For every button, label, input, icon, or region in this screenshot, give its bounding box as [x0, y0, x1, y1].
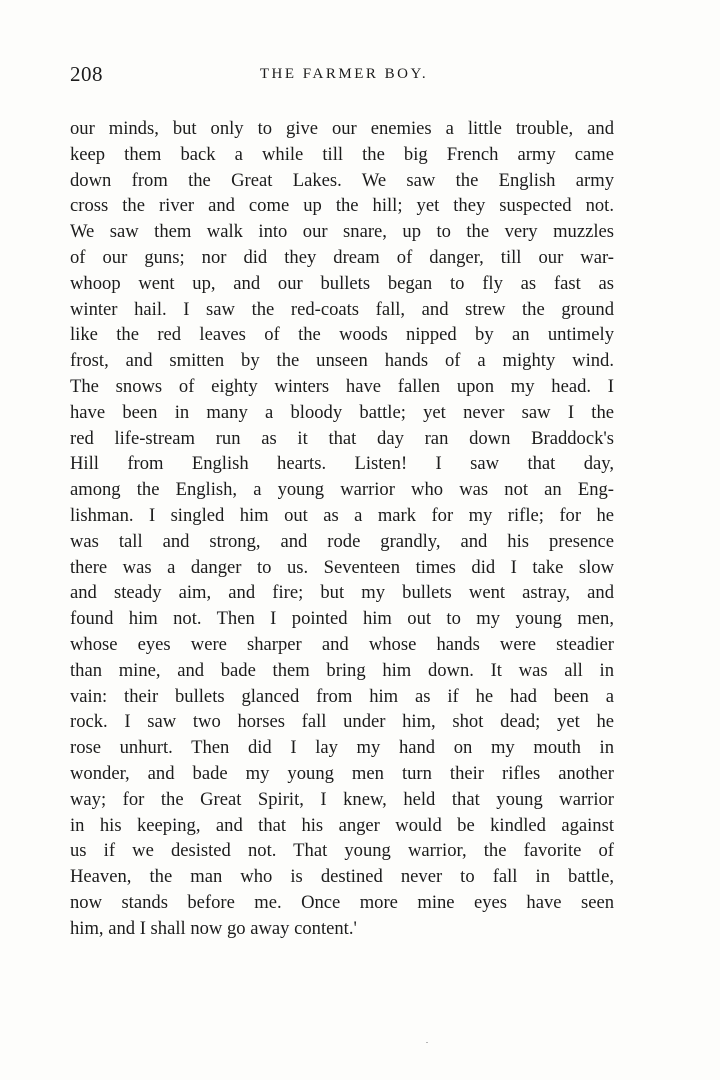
book-title: THE FARMER BOY.: [259, 66, 429, 82]
text-line: us if we desisted not. That young warrior, the favorite of: [70, 840, 614, 862]
text-line: among the English, a young warrior who was not an Eng-: [70, 479, 614, 501]
text-line: whose eyes were sharper and whose hands were steadier: [70, 633, 614, 655]
text-line: frost, and smitten by the unseen hands of a mighty wind.: [70, 350, 614, 372]
text-line: whoop went up, and our bullets began to fly as fast as: [70, 272, 614, 294]
running-head: [70, 62, 618, 92]
text-line: of our guns; nor did they dream of danger, till our war-: [70, 246, 614, 268]
text-line: way; for the Great Spirit, I knew, held that young warrior: [70, 788, 614, 810]
page-number: 208: [70, 62, 103, 86]
text-line: rose unhurt. Then did I lay my hand on my mouth in: [70, 737, 614, 759]
text-line: have been in many a bloody battle; yet never saw I the: [70, 401, 614, 423]
text-line: than mine, and bade them bring him down. It was all in: [70, 659, 614, 681]
text-line: our minds, but only to give our enemies a little trouble, and: [70, 118, 614, 139]
text-line: like the red leaves of the woods nipped by an untimely: [70, 324, 614, 346]
text-line: was tall and strong, and rode grandly, and his presence: [70, 530, 614, 552]
text-line: in his keeping, and that his anger would be kindled against: [70, 814, 614, 836]
text-line: vain: their bullets glanced from him as if he had been a: [70, 685, 614, 707]
text-line: red life-stream run as it that day ran down Braddock's: [70, 427, 614, 449]
text-line: cross the river and come up the hill; yet they suspected not.: [70, 195, 614, 217]
text-line: Heaven, the man who is destined never to fall in battle,: [70, 866, 614, 888]
text-line: and steady aim, and fire; but my bullets went astray, and: [70, 582, 614, 604]
text-line: The snows of eighty winters have fallen upon my head. I: [70, 375, 614, 397]
body-text: [70, 116, 614, 942]
text-line: Hill from English hearts. Listen! I saw that day,: [70, 453, 614, 475]
text-line: now stands before me. Once more mine eyes have seen: [70, 891, 614, 913]
text-line: him, and I shall now go away content.': [70, 917, 357, 939]
text-line: found him not. Then I pointed him out to my young men,: [70, 608, 614, 630]
text-line: winter hail. I saw the red-coats fall, and strew the ground: [70, 298, 614, 320]
text-line: down from the Great Lakes. We saw the English army: [70, 169, 614, 191]
text-line: lishman. I singled him out as a mark for my rifle; for he: [70, 504, 614, 526]
text-line: wonder, and bade my young men turn their rifles another: [70, 762, 614, 784]
text-line: there was a danger to us. Seventeen times did I take slow: [70, 556, 614, 578]
text-line: keep them back a while till the big French army came: [70, 143, 614, 165]
paper-speck: [426, 1042, 428, 1043]
text-line: We saw them walk into our snare, up to the very muzzles: [70, 221, 614, 243]
text-line: rock. I saw two horses fall under him, shot dead; yet he: [70, 711, 614, 733]
